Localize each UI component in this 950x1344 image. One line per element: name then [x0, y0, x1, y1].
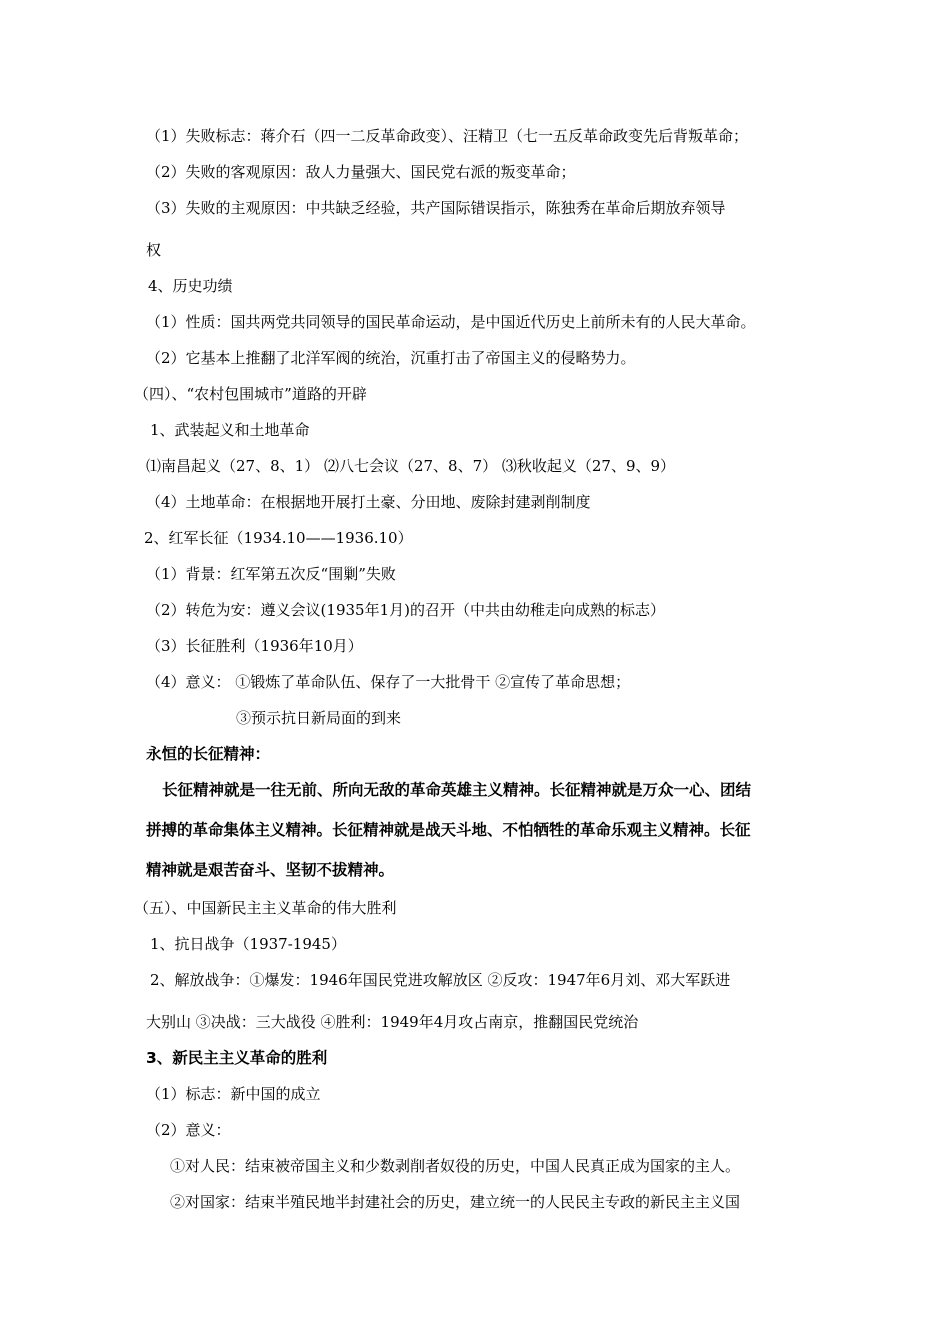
text-line: （2）失败的客观原因：敌人力量强大、国民党右派的叛变革命； [146, 163, 576, 181]
text-line: （1）失败标志：蒋介石（四一二反革命政变）、汪精卫（七一五反革命政变先后背叛革命； [146, 127, 749, 145]
bold-paragraph-line: 拼搏的革命集体主义精神。长征精神就是战天斗地、不怕牺牲的革命乐观主义精神。长征 [146, 821, 751, 839]
section-heading: 4、历史功绩 [148, 277, 233, 295]
text-line: （1）性质：国共两党共同领导的国民革命运动，是中国近代历史上前所未有的人民大革命。 [146, 313, 756, 331]
section-heading: 2、红军长征（1934.10——1936.10） [144, 529, 413, 547]
text-line: （2）转危为安：遵义会议(1935年1月)的召开（中共由幼稚走向成熟的标志） [146, 601, 665, 619]
section-heading: 1、武装起义和土地革命 [150, 421, 310, 439]
text-line: 2、解放战争：①爆发：1946年国民党进攻解放区 ②反攻：1947年6月刘、邓大军跃进 [150, 971, 731, 989]
text-line: 大别山 ③决战：三大战役 ④胜利：1949年4月攻占南京，推翻国民党统治 [146, 1013, 639, 1031]
text-line: （3）失败的主观原因：中共缺乏经验，共产国际错误指示，陈独秀在革命后期放弃领导 [146, 199, 726, 217]
text-line: ①对人民：结束被帝国主义和少数剥削者奴役的历史，中国人民真正成为国家的主人。 [170, 1157, 741, 1175]
text-line: （4）意义： ①锻炼了革命队伍、保存了一大批骨干 ②宣传了革命思想； [146, 673, 631, 691]
text-line: （3）长征胜利（1936年10月） [146, 637, 363, 655]
text-line: 权 [146, 241, 162, 259]
text-line: （1）标志：新中国的成立 [146, 1085, 321, 1103]
bold-paragraph-line: 长征精神就是一往无前、所向无敌的革命英雄主义精神。长征精神就是万众一心、团结 [162, 781, 752, 799]
text-line: （4）土地革命：在根据地开展打土豪、分田地、废除封建剥削制度 [146, 493, 591, 511]
bold-heading: 3、新民主主义革命的胜利 [146, 1049, 328, 1067]
text-line: ③预示抗日新局面的到来 [236, 709, 402, 727]
bold-paragraph-line: 精神就是艰苦奋斗、坚韧不拔精神。 [146, 861, 395, 879]
section-heading: （四）、“农村包围城市”道路的开辟 [134, 385, 367, 403]
section-heading: （五）、中国新民主主义革命的伟大胜利 [134, 899, 397, 917]
bold-heading: 永恒的长征精神： [146, 745, 271, 763]
text-line: （1）背景：红军第五次反“围剿”失败 [146, 565, 396, 583]
text-line: ②对国家：结束半殖民地半封建社会的历史，建立统一的人民民主专政的新民主主义国 [170, 1193, 741, 1211]
section-heading: 1、抗日战争（1937-1945） [150, 935, 346, 953]
text-line: （2）意义： [146, 1121, 231, 1139]
text-line: （2）它基本上推翻了北洋军阀的统治，沉重打击了帝国主义的侵略势力。 [146, 349, 636, 367]
text-line: ⑴南昌起义（27、8、1） ⑵八七会议（27、8、7） ⑶秋收起义（27、9、9） [146, 457, 676, 475]
